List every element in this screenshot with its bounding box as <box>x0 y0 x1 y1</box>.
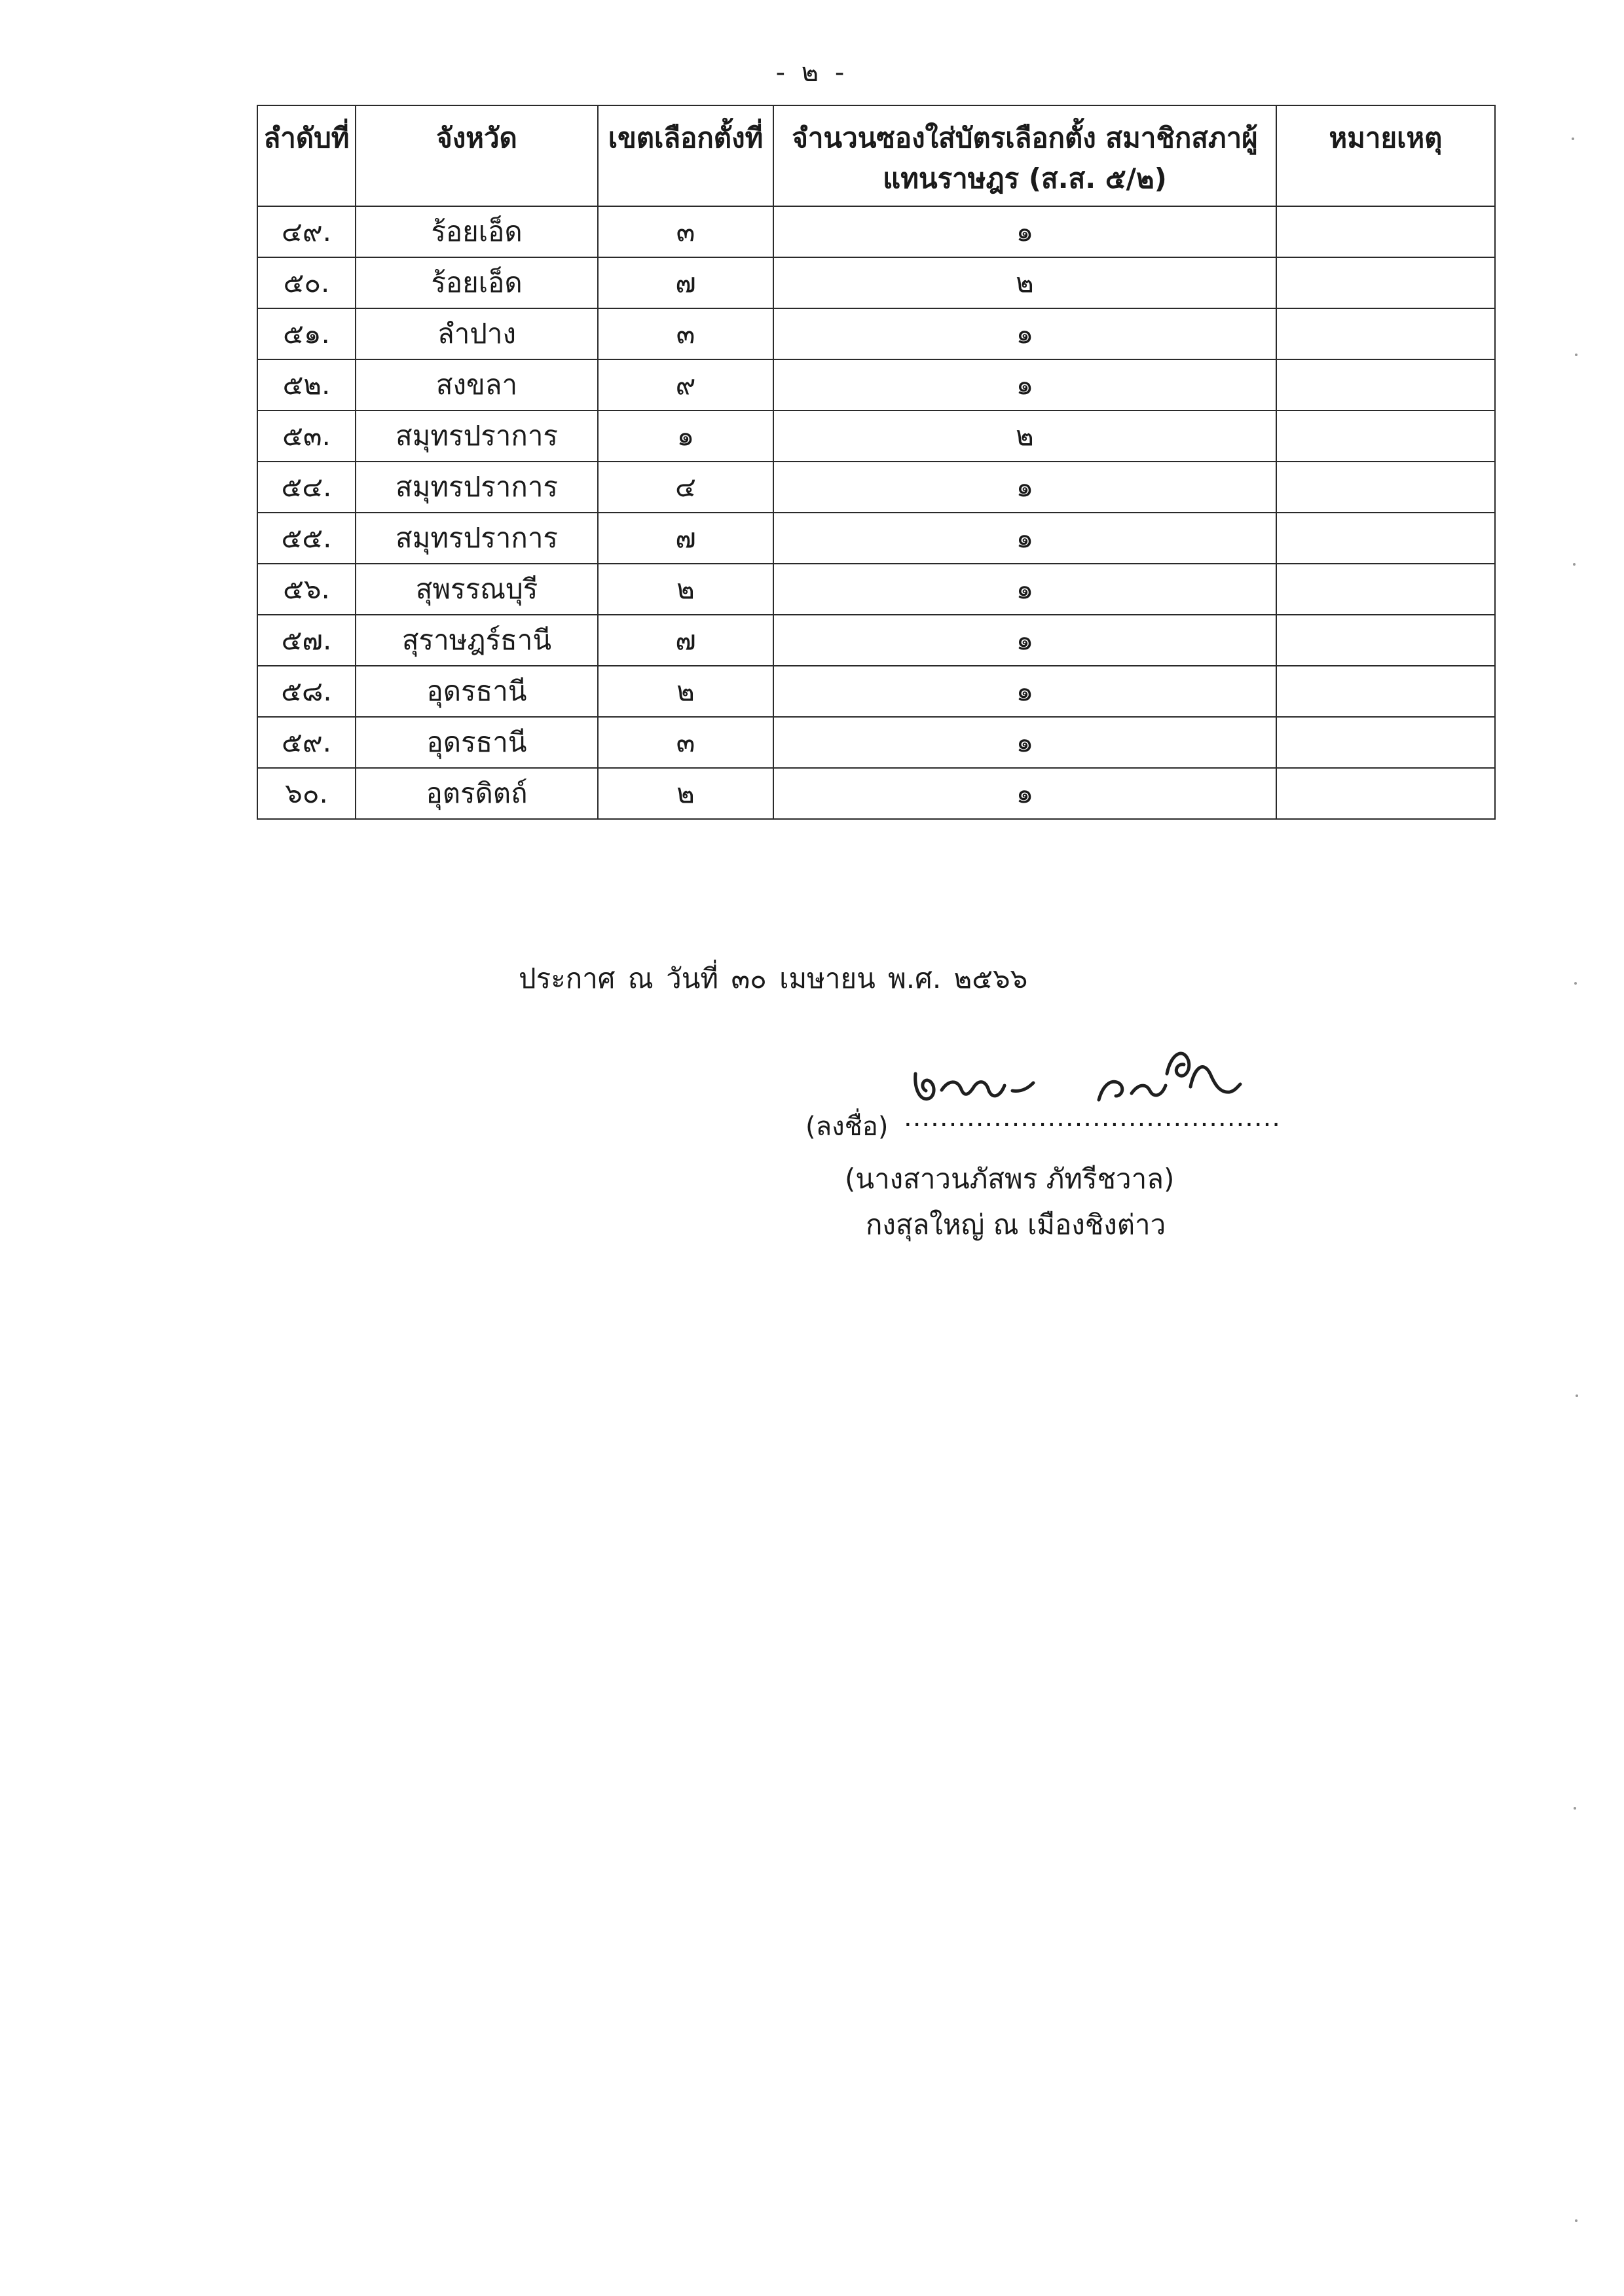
cell-note <box>1276 564 1495 615</box>
cell-province: ร้อยเอ็ด <box>356 257 598 308</box>
cell-zone: ๗ <box>598 257 773 308</box>
cell-province: สุพรรณบุรี <box>356 564 598 615</box>
cell-count: ๑ <box>773 206 1276 257</box>
cell-no: ๕๓. <box>257 410 356 462</box>
scan-artifact <box>1576 1394 1578 1397</box>
cell-note <box>1276 359 1495 410</box>
cell-zone: ๔ <box>598 462 773 513</box>
cell-zone: ๗ <box>598 513 773 564</box>
cell-no: ๕๑. <box>257 308 356 359</box>
cell-zone: ๒ <box>598 768 773 819</box>
scan-artifact <box>1575 2219 1578 2222</box>
cell-note <box>1276 615 1495 666</box>
cell-note <box>1276 462 1495 513</box>
page-number: - ๒ - <box>775 58 849 88</box>
cell-no: ๕๐. <box>257 257 356 308</box>
cell-province: อุตรดิตถ์ <box>356 768 598 819</box>
cell-count: ๑ <box>773 666 1276 717</box>
header-zone: เขตเลือกตั้งที่ <box>598 105 773 206</box>
header-no: ลำดับที่ <box>257 105 356 206</box>
cell-no: ๕๗. <box>257 615 356 666</box>
cell-province: อุดรธานี <box>356 717 598 768</box>
cell-note <box>1276 206 1495 257</box>
cell-province: สมุทรปราการ <box>356 513 598 564</box>
cell-zone: ๓ <box>598 206 773 257</box>
cell-count: ๑ <box>773 768 1276 819</box>
cell-province: สมุทรปราการ <box>356 462 598 513</box>
cell-province: ลำปาง <box>356 308 598 359</box>
table-row <box>257 717 1495 768</box>
cell-province: สมุทรปราการ <box>356 410 598 462</box>
cell-note <box>1276 257 1495 308</box>
cell-count: ๑ <box>773 308 1276 359</box>
table-row <box>257 564 1495 615</box>
cell-no: ๕๔. <box>257 462 356 513</box>
cell-province: ร้อยเอ็ด <box>356 206 598 257</box>
table-row <box>257 410 1495 462</box>
signature-block <box>805 1028 1282 1159</box>
header-note: หมายเหตุ <box>1276 105 1495 206</box>
cell-note <box>1276 308 1495 359</box>
envelope-allocation-table <box>257 105 1496 820</box>
header-province: จังหวัด <box>356 105 598 206</box>
table-row <box>257 513 1495 564</box>
scan-artifact <box>1575 354 1578 356</box>
table-row <box>257 615 1495 666</box>
scan-artifact <box>1572 137 1574 140</box>
signer-name: (นางสาวนภัสพร ภัทรีชวาล) <box>845 1163 1175 1195</box>
signature-label: (ลงชื่อ) <box>805 1112 889 1142</box>
table-header-row <box>257 105 1495 206</box>
cell-province: สุราษฎร์ธานี <box>356 615 598 666</box>
cell-no: ๔๙. <box>257 206 356 257</box>
cell-count: ๑ <box>773 615 1276 666</box>
scan-artifact <box>1573 563 1576 566</box>
cell-count: ๑ <box>773 513 1276 564</box>
cell-zone: ๒ <box>598 666 773 717</box>
cell-note <box>1276 513 1495 564</box>
table-row <box>257 462 1495 513</box>
signature-line: .......................................... <box>904 1102 1282 1133</box>
cell-no: ๖๐. <box>257 768 356 819</box>
cell-zone: ๗ <box>598 615 773 666</box>
table-row <box>257 257 1495 308</box>
cell-count: ๑ <box>773 564 1276 615</box>
cell-no: ๕๘. <box>257 666 356 717</box>
cell-no: ๕๖. <box>257 564 356 615</box>
cell-no: ๕๒. <box>257 359 356 410</box>
cell-zone: ๓ <box>598 717 773 768</box>
header-count: จำนวนซองใส่บัตรเลือกตั้ง สมาชิกสภาผู้แทนราษฎร (ส.ส. ๕/๒) <box>773 105 1276 206</box>
cell-count: ๒ <box>773 410 1276 462</box>
table-row <box>257 308 1495 359</box>
cell-note <box>1276 666 1495 717</box>
cell-note <box>1276 410 1495 462</box>
scan-artifact <box>1574 1807 1576 1810</box>
table-row <box>257 359 1495 410</box>
cell-province: อุดรธานี <box>356 666 598 717</box>
signer-title: กงสุลใหญ่ ณ เมืองชิงต่าว <box>866 1209 1166 1241</box>
cell-note <box>1276 768 1495 819</box>
table-row <box>257 666 1495 717</box>
table-row <box>257 768 1495 819</box>
cell-count: ๒ <box>773 257 1276 308</box>
cell-count: ๑ <box>773 717 1276 768</box>
cell-zone: ๙ <box>598 359 773 410</box>
cell-zone: ๒ <box>598 564 773 615</box>
cell-no: ๕๙. <box>257 717 356 768</box>
cell-zone: ๑ <box>598 410 773 462</box>
cell-count: ๑ <box>773 359 1276 410</box>
table-row <box>257 206 1495 257</box>
scan-artifact <box>1574 982 1577 985</box>
cell-province: สงขลา <box>356 359 598 410</box>
announcement-date: ประกาศ ณ วันที่ ๓๐ เมษายน พ.ศ. ๒๕๖๖ <box>519 962 1028 994</box>
cell-zone: ๓ <box>598 308 773 359</box>
cell-no: ๕๕. <box>257 513 356 564</box>
cell-note <box>1276 717 1495 768</box>
cell-count: ๑ <box>773 462 1276 513</box>
